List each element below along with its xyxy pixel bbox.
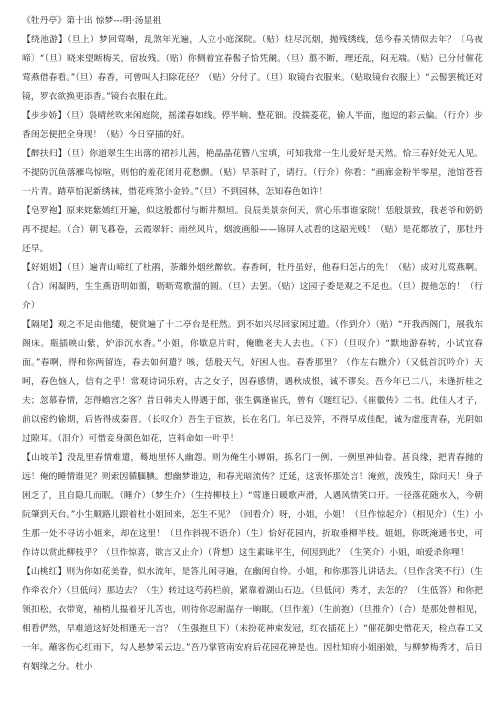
paragraph-ge-wei: 【隔尾】观之不足由他缱，便赏遍了十二亭台是枉然。到不如兴尽回家闲过遣。（作到介）（贴）“开我西阁门，展我东阁床。瓶插映山紫，炉添沉水香。”小姐，你歇息片时，俺瞧老夫人去也。（下）（旦叹介）“默地游春转，小试宜春面。”春啊，得和你两留连，春去如何遣？咳，恁般天气，好困人也。春香那里？（作左右瞧介）（又低首沉吟介）天呵，春色恼人，信有之乎！常观诗词乐府，古之女子，因春感情，遇秋成恨，诚不谬矣。吾今年已二八，未逢折桂之夫；忽慕春情，怎得蟾宫之客？昔日韩夫人得遇于郎，张生偶逢崔氏，曾有《题红记》、《崔徽传》二书。此佳人才子，前以密约偷期，后皆得成秦晋。（长叹介）吾生于宦族，长在名门。年已及笄，不得早成佳配，诚为虚度青春，光阴如过隙耳。（泪介）可惜妾身颜色如花，岂料命如一叶乎！ xyxy=(22,320,483,444)
paragraph-shan-tao-hong: 【山桃红】则为你如花美眷，似水流年，是答儿闲寻遍，在幽闺自怜。小姐，和你那答儿讲话去。（旦作含笑不行）（生作牵衣介）（旦低问）那边去？（生）转过这芍药栏前，紧靠着湖山石边。（旦低问）秀才，去怎的？（生低答）和你把领扣松，衣带宽，袖梢儿揾着牙儿苫也，则待你忍耐温存一晌眠。（旦作羞）（生前抱）（旦推介）（合）是那处曾相见，相看俨然，早难道这好处相逢无一言？（生强抱旦下）（末扮花神束发冠，红衣插花上）“催花御史惜花天，检点春工又一年。蘸客伤心红雨下，勾人悬梦采云边。”吾乃掌管南安府后花园花神是也。因杜知府小姐丽娘，与柳梦梅秀才，后日有姻缘之分。杜小 xyxy=(22,567,483,672)
paragraph-hao-jie-jie: 【好姐姐】（旦）遍青山啼红了杜鹃，荼蘼外烟丝醉软。春香呵，牡丹虽好，他春归怎占的先！（贴）成对儿莺燕啊。（合）闲凝眄，生生燕语明如翦，呖呖莺歌溜的圆。（旦）去罢。（贴）这园子委是观之不足也。（旦）提他怎的！（行介） xyxy=(22,263,483,311)
paragraph-rao-chi-you: 【绕池游】（旦上）梦回莺啭，乱煞年光遍，人立小庭深院。（贴）炷尽沉烟，抛残绣线，恁今春关情似去年？〔乌夜啼〕“（旦）晓来望断梅关，宿妆残。（贴）你侧着宜春髻子恰凭阑。（旦）翦不断，理还乱，闷无端。（贴）已分付催花莺燕借春看。”（旦）春香，可曾叫人扫除花径？（贴）分付了。（旦）取镜台衣服来。（贴取镜台衣服上）“云髻罢梳还对镜，罗衣欲换更添香。”镜台衣服在此。 xyxy=(22,35,483,102)
paragraph-shan-po-yang: 【山坡羊】没乱里春情难遣，蓦地里怀人幽怨。则为俺生小婵娟，拣名门一例、一例里神仙眷。甚良缘，把青春抛的远！俺的睡情谁见？则索因循腼腆。想幽梦谁边，和春光暗流传？迁延，这衷怀那处言！淹煎，泼残生，除问天！身子困乏了，且自隐几而眠。（睡介）（梦生介）（生持柳枝上）“莺逢日暖歌声滑，人遇风情笑口开。一径落花随水入，今朝阮肇到天台。”小生顺路儿跟着杜小姐回来，怎生不见？（回看介）呀，小姐，小姐！（旦作惊起介）（相见介）（生）小生那一处不寻访小姐来，却在这里！（旦作斜视不语介）（生）恰好花园内，折取垂柳半枝。姐姐，你既淹通书史，可作诗以赏此柳枝乎？（旦作惊喜，欲言又止介）（背想）这生素昧平生，何因到此？（生笑介）小姐，咱爱杀你哩！ xyxy=(22,453,483,558)
paragraph-bu-bu-jiao: 【步步娇】（旦）袅晴丝吹来闲庭院，摇漾春如线。停半晌、整花钿。没揣菱花，偷人半面，迤逗的彩云偏。（行介）步香闺怎便把全身现！（贴）今日穿插的好。 xyxy=(22,111,483,140)
paragraph-zui-fu-gui: 【醉扶归】（旦）你道翠生生出落的裙衫儿茜，艳晶晶花簪八宝填，可知我常一生儿爱好是天然。恰三春好处无人见。不提防沉鱼落雁鸟惊喧，则怕的羞花闭月花愁颤。（贴）早茶时了，请行。（行介）你看：“画廊金粉半零星，池馆苍苔一片青。踏草怕泥新绣袜，惜花疼煞小金铃。”（旦）不到园林，怎知春色如许！ xyxy=(22,149,483,197)
document-title: 《牡丹亭》第十出 惊梦---明·汤显祖 xyxy=(22,16,162,26)
document-page xyxy=(22,12,483,677)
paragraph-zao-luo-pao: 【皂罗袍】原来姹紫嫣红开遍，似这般都付与断井颓垣。良辰美景奈何天，赏心乐事谁家院！恁般景致，我老爷和奶奶再不提起。（合）朝飞暮卷，云霞翠轩；雨丝风片，烟波画船——锦屏人忒看的这韶光贱！（贴）是花都放了，那牡丹还早。 xyxy=(22,206,483,254)
